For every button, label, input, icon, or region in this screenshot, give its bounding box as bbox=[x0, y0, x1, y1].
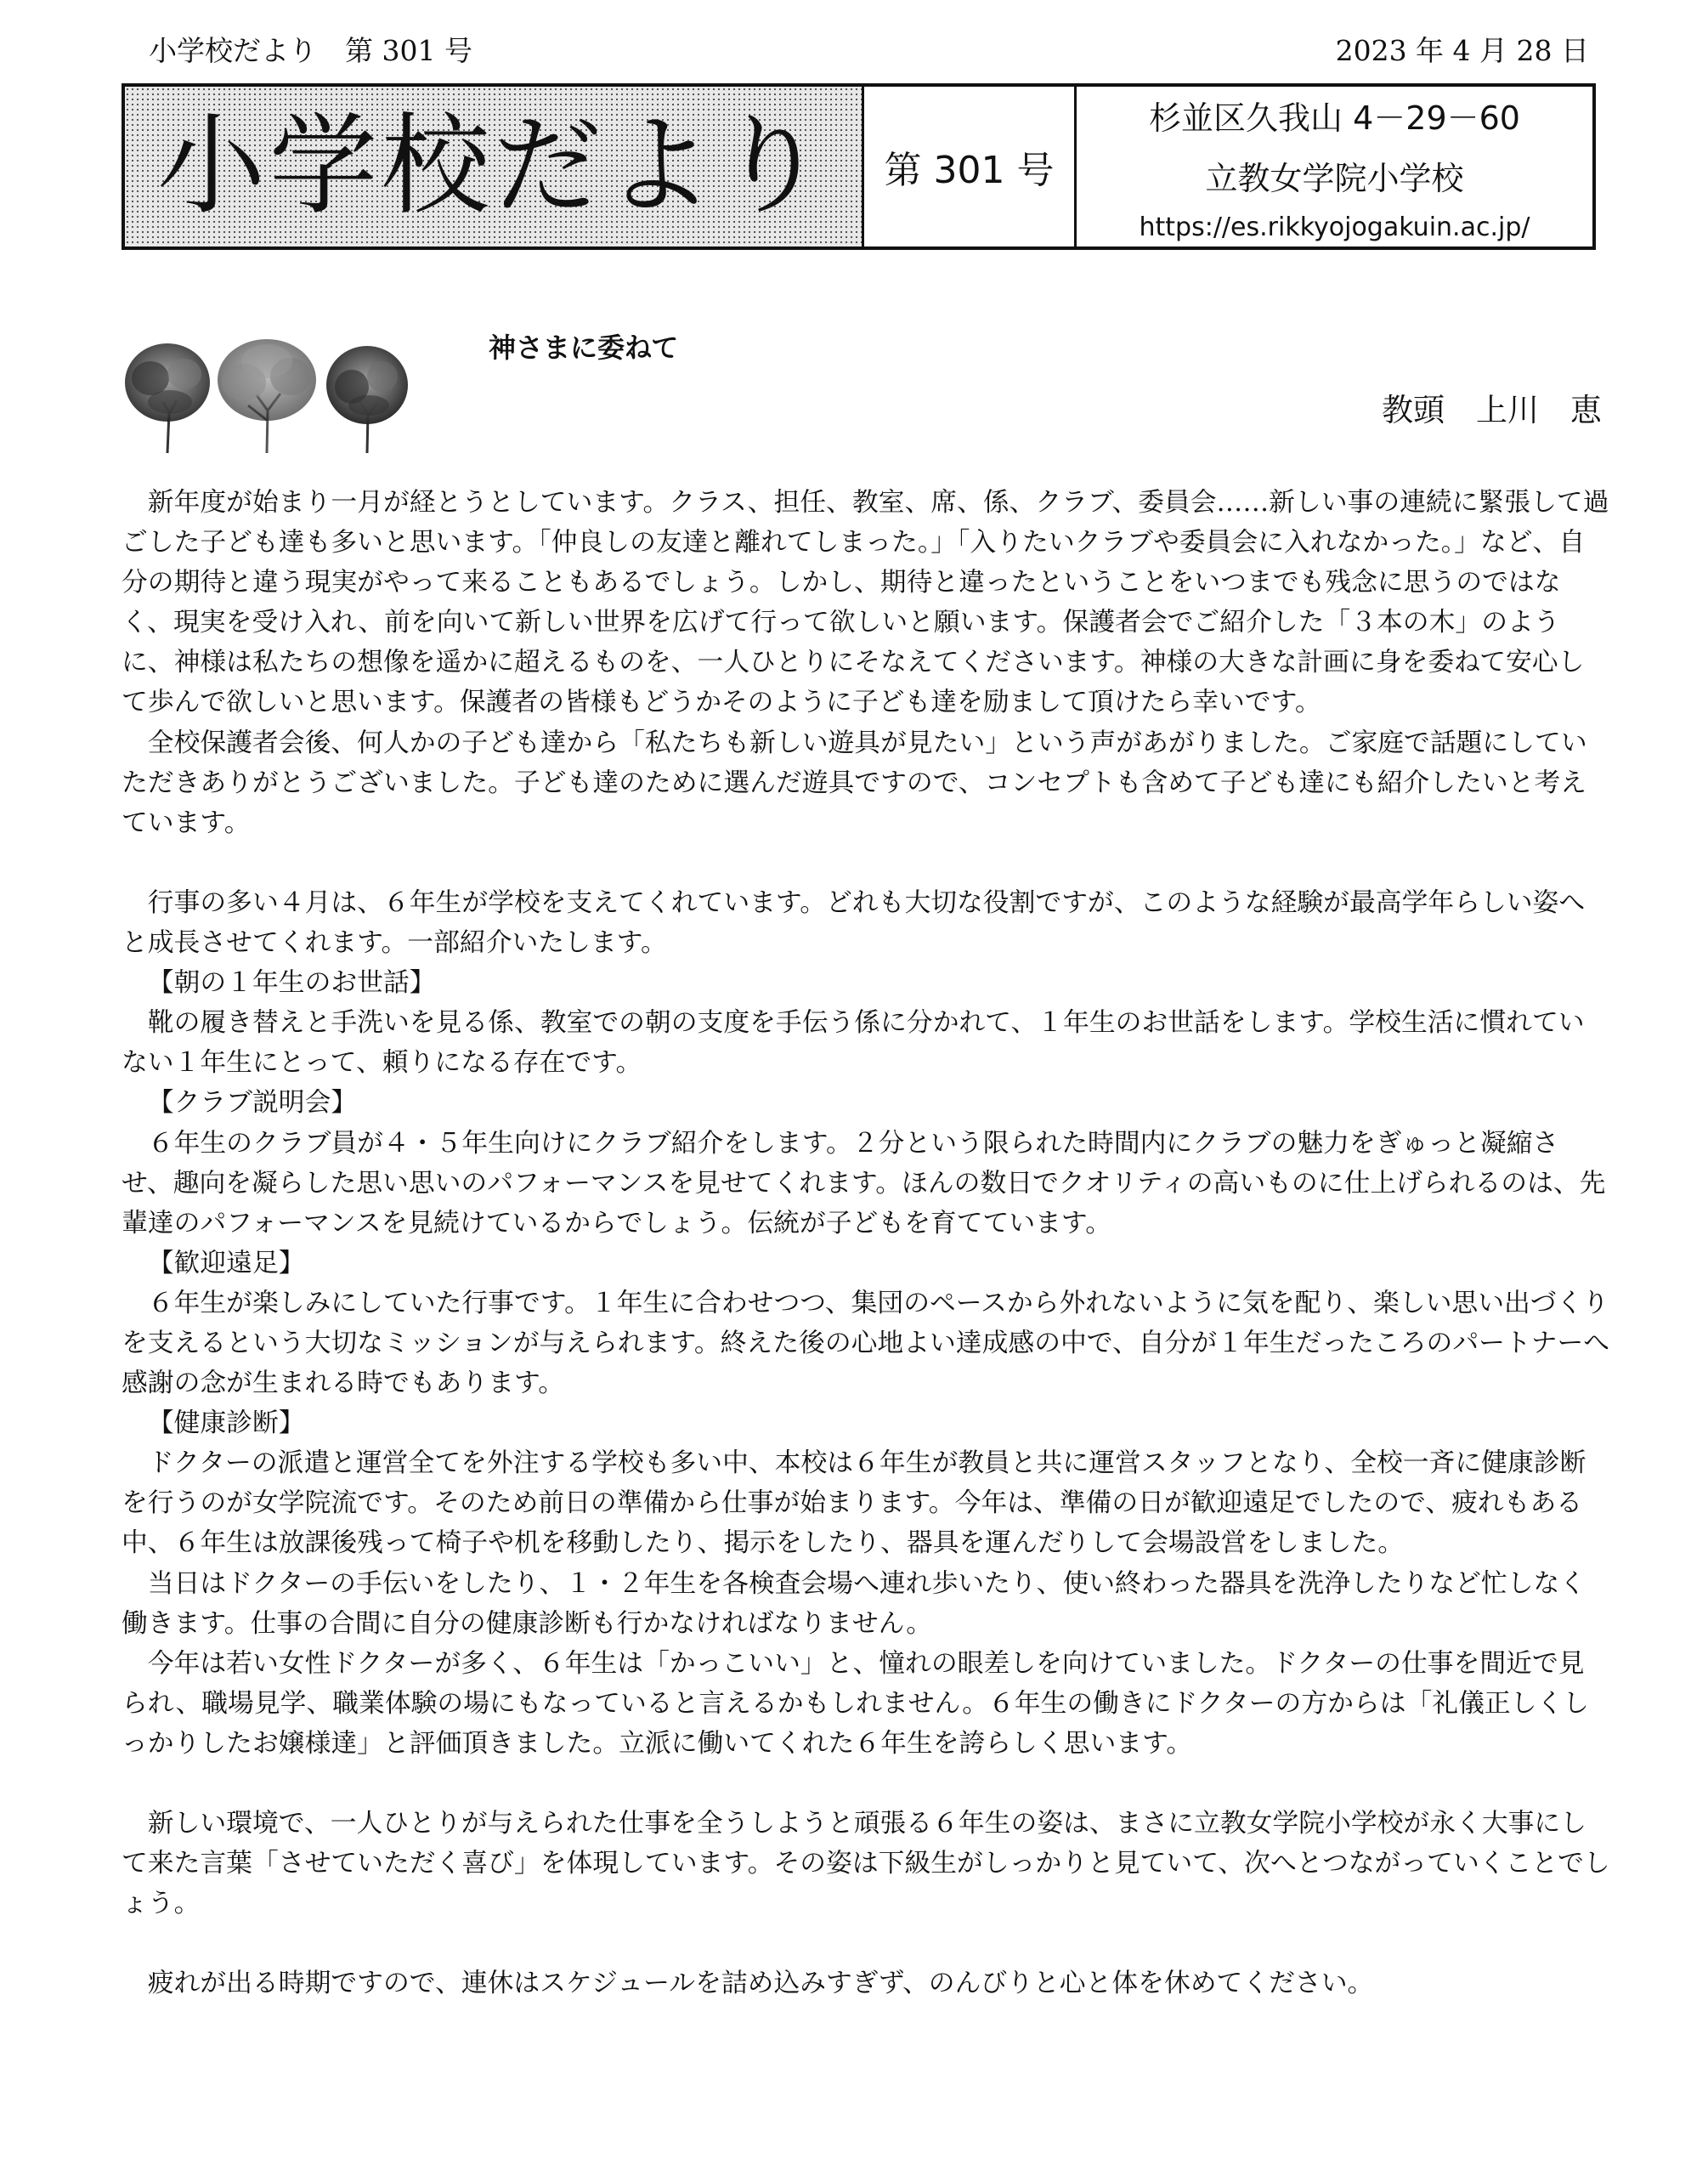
paragraph: ６年生が楽しみにしていた行事です。１年生に合わせつつ、集団のペースから外れないように気を配り、楽しい思い出づくりを支えるという大切なミッションが与えられます。終えた後の心地よい達成感の中で、自分が１年生だったころのパートナーへ感謝の念が生まれる時でもあります。 bbox=[122, 1287, 1610, 1399]
article-body bbox=[122, 483, 1610, 2004]
paragraph: 全校保護者会後、何人かの子ども達から「私たちも新しい遊具が見たい」という声があがりました。ご家庭で話題にしていただきありがとうございました。子ども達のために選んだ遊具ですので、コンセプトも含めて子ども達にも紹介したいと考えています。 bbox=[122, 727, 1587, 838]
masthead-school-info bbox=[1077, 87, 1592, 246]
section-heading: 【朝の１年生のお世話】 bbox=[147, 967, 436, 999]
masthead-issue-number: 第 301 号 bbox=[864, 87, 1077, 246]
paragraph: 当日はドクターの手伝いをしたり、１・２年生を各検査会場へ連れ歩いたり、使い終わった器具を洗浄したりなど忙しなく働きます。仕事の合間に自分の健康診断も行かなければなりません。 bbox=[122, 1567, 1586, 1639]
paragraph: 疲れが出る時期ですので、連休はスケジュールを詰め込みすぎず、のんびりと心と体を休めてください。 bbox=[147, 1968, 1374, 1999]
school-name: 立教女学院小学校 bbox=[1205, 159, 1464, 197]
masthead-title-box bbox=[125, 87, 864, 246]
section-heading: 【健康診断】 bbox=[147, 1408, 305, 1439]
paragraph: 今年は若い女性ドクターが多く、６年生は「かっこいい」と、憧れの眼差しを向けていました。ドクターの仕事を間近で見られ、職場見学、職業体験の場にもなっていると言えるかもしれません。６年生の働きにドクターの方からは「礼儀正しくしっかりしたお嬢様達」と評価頂きました。立派に働いてくれた６年生を誇らしく思います。 bbox=[122, 1647, 1590, 1759]
paragraph: ６年生のクラブ員が４・５年生向けにクラブ紹介をします。２分という限られた時間内にクラブの魅力をぎゅっと凝縮させ、趣向を凝らした思い思いのパフォーマンスを見せてくれます。ほんの数日でクオリティの高いものに仕上げられるのは、先輩達のパフォーマンスを見続けているからでしょう。伝統が子どもを育てています。 bbox=[122, 1127, 1606, 1238]
masthead-title: 小学校だより bbox=[156, 103, 830, 230]
tree-right bbox=[326, 346, 408, 453]
article-title: 神さまに委ねて bbox=[489, 332, 679, 364]
school-url: https://es.rikkyojogakuin.ac.jp/ bbox=[1139, 212, 1530, 242]
paragraph: 靴の履き替えと手洗いを見る係、教室での朝の支度を手伝う係に分かれて、１年生のお世話をします。学校生活に慣れていない１年生にとって、頼りになる存在です。 bbox=[122, 1007, 1585, 1079]
page-header-line bbox=[0, 29, 1708, 71]
header-date: 2023 年 4 月 28 日 bbox=[1335, 34, 1589, 67]
masthead bbox=[122, 83, 1596, 250]
header-issue-label: 小学校だより 第 301 号 bbox=[149, 34, 472, 67]
paragraph: 行事の多い４月は、６年生が学校を支えてくれています。どれも大切な役割ですが、このような経験が最高学年らしい姿へと成長させてくれます。一部紹介いたします。 bbox=[122, 887, 1586, 959]
paragraph: ドクターの派遣と運営全てを外注する学校も多い中、本校は６年生が教員と共に運営スタッフとなり、全校一斉に健康診断を行うのが女学院流です。そのため前日の準備から仕事が始まります。今年は、準備の日が歓迎遠足でしたので、疲れもある中、６年生は放課後残って椅子や机を移動したり、掲示をしたり、器具を運んだりして会場設営をしました。 bbox=[122, 1448, 1586, 1559]
section-heading: 【歓迎遠足】 bbox=[147, 1247, 305, 1278]
three-trees-watercolor-icon bbox=[121, 336, 414, 455]
paragraph: 新しい環境で、一人ひとりが与えられた仕事を全うしようと頑張る６年生の姿は、まさに立教女学院小学校が永く大事にして来た言葉「させていただく喜び」を体現しています。その姿は下級生がしっかりと見ていて、次へとつながっていくことでしょう。 bbox=[122, 1808, 1610, 1919]
tree-left bbox=[125, 343, 210, 453]
section-heading: 【クラブ説明会】 bbox=[147, 1087, 358, 1119]
tree-middle bbox=[218, 339, 316, 453]
paragraph: 新年度が始まり一月が経とうとしています。クラス、担任、教室、席、係、クラブ、委員会……新しい事の連続に緊張して過ごした子ども達も多いと思います。「仲良しの友達と離れてしまった。」「入りたいクラブや委員会に入れなかった。」など、自分の期待と違う現実がやって来ることもあるでしょう。しかし、期待と違ったということをいつまでも残念に思うのではなく、現実を受け入れ、前を向いて新しい世界を広げて行って欲しいと願います。保護者会でご紹介した「３本の木」のように、神様は私たちの想像を遥かに超えるものを、一人ひとりにそなえてくださいます。神様の大きな計画に身を委ねて安心して歩んで欲しいと思います。保護者の皆様もどうかそのように子ども達を励まして頂けたら幸いです。 bbox=[122, 487, 1609, 718]
article-author: 教頭 上川 恵 bbox=[1382, 392, 1602, 428]
school-address: 杉並区久我山 4－29－60 bbox=[1149, 99, 1520, 137]
